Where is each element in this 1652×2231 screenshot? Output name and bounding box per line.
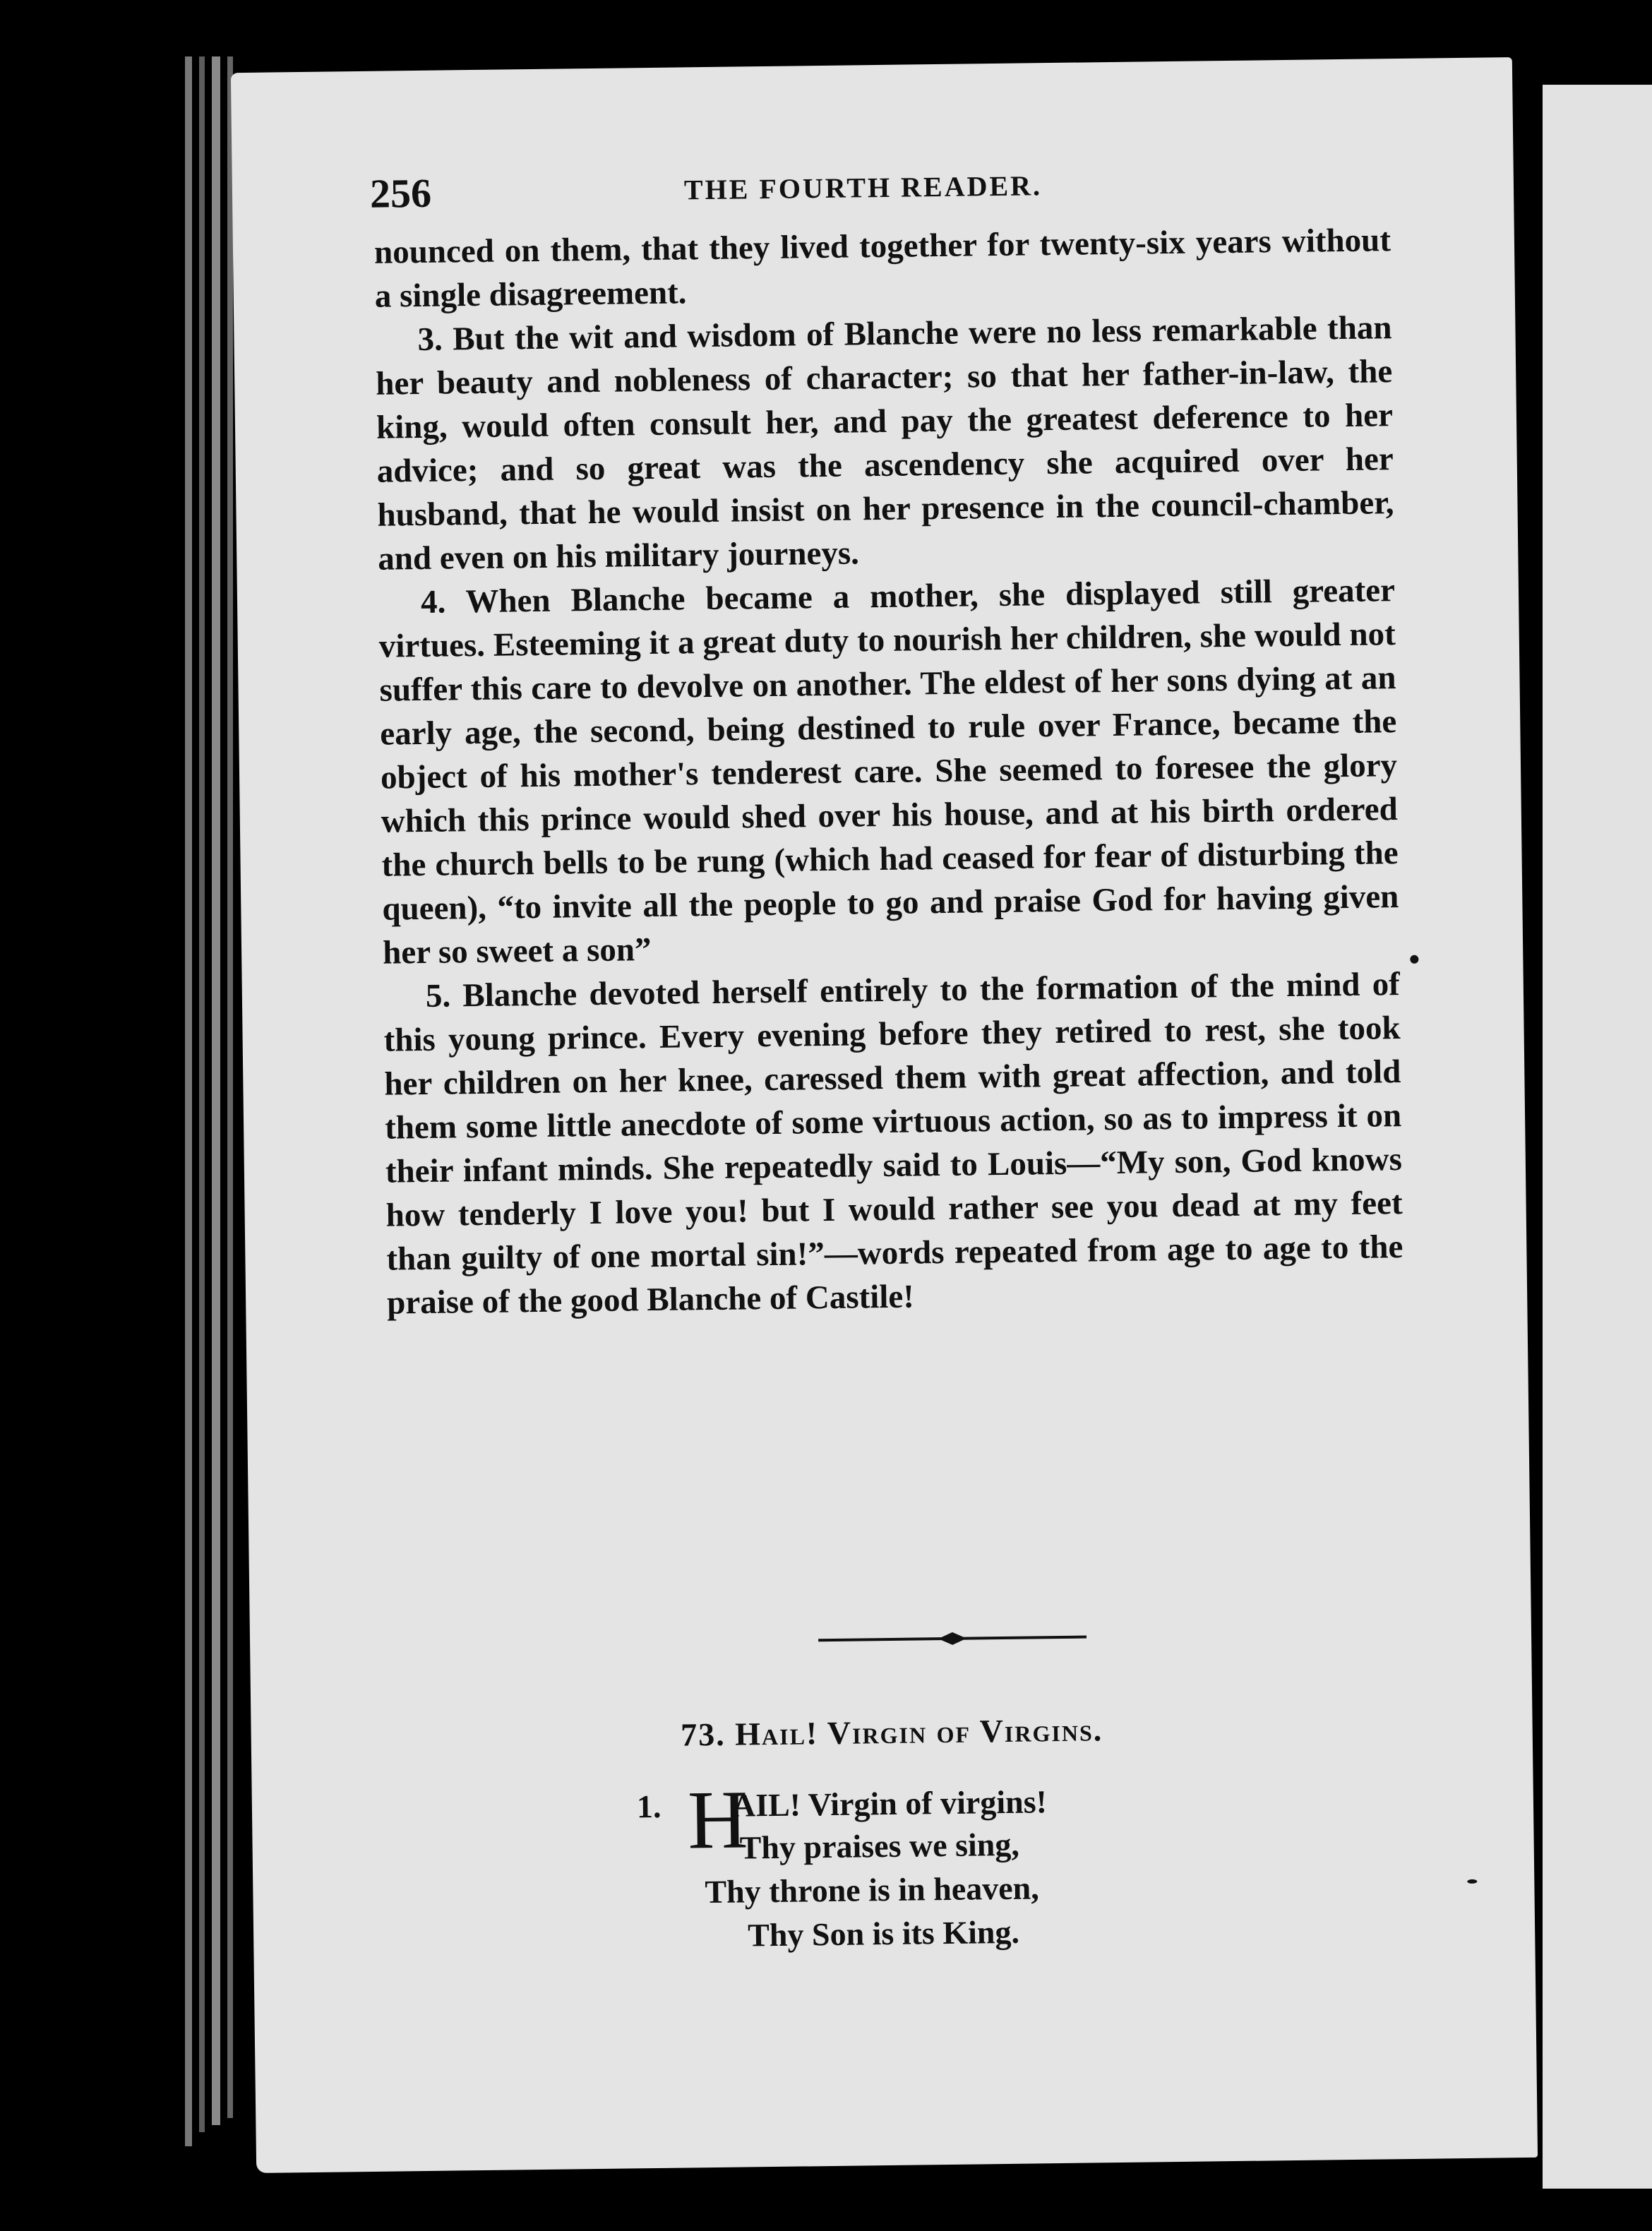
- poem-title: [251, 1706, 1533, 1759]
- page-edge: [212, 56, 220, 2125]
- running-title: THE FOURTH READER.: [683, 169, 1043, 206]
- stanza-number: 1.: [636, 1788, 662, 1825]
- poem-number: 73.: [680, 1716, 726, 1753]
- page-edge: [199, 56, 205, 2132]
- paragraph: 5. Blanche devoted herself entirely to the formation of the mind of this young prince. Every evening before they retired to rest, she took her children on her knee, caressed them with great affection, and told them some little anecdote of some virtuous action, so as to impress it on their infant minds. She repeatedly said to Louis—“My son, God knows how tenderly I love you! but I would rather see you dead at my feet than guilty of one mortal sin!”—words repeated from age to age to the praise of the good Blanche of Castile!: [383, 966, 1403, 1322]
- page-number: 256: [369, 169, 432, 217]
- section-divider-ornament: [818, 1627, 1087, 1651]
- facing-page-sliver: [1543, 85, 1652, 2189]
- book-page: [231, 57, 1538, 2173]
- body-text: [374, 218, 1404, 1324]
- poem-line: Thy throne is in heaven,: [705, 1870, 1039, 1910]
- drop-cap: H: [687, 1773, 749, 1867]
- paragraph: nounced on them, that they lived together for twenty-six years without a single disagreement.: [373, 222, 1391, 315]
- running-head: [232, 156, 1514, 228]
- page-edge: [185, 56, 192, 2146]
- paragraph: 4. When Blanche became a mother, she displayed still greater virtues. Esteeming it a great duty to nourish her children, she would not suffer this care to devolve on another. The eldest of her sons dying at an early age, the second, being destined to rule over France, became the object of his mother's tenderest care. She seemed to foresee the glory which this prince would shed over his house, and at his birth ordered the church bells to be rung (which had ceased for fear of disturbing the queen), “to invite all the people to go and praise God for having given her so sweet a son”: [378, 572, 1399, 971]
- poem-line: Thy Son is its King.: [747, 1913, 1020, 1954]
- poem-line: Thy praises we sing,: [739, 1826, 1020, 1866]
- scan-speck: [1410, 955, 1418, 964]
- poem-title-text: Hail! Virgin of Virgins.: [734, 1711, 1103, 1752]
- poem-line: AIL! Virgin of virgins!: [731, 1783, 1048, 1824]
- poem-stanza: [636, 1773, 1272, 1954]
- paragraph: 3. But the wit and wisdom of Blanche were no less remarkable than her beauty and nobleness of character; so that her father-in-law, the king, would often consult her, and pay the greatest deference to her advice; and so great was the ascendency she acquired over her husband, that he would insist on her presence in the council-chamber, and even on his military journeys.: [375, 309, 1394, 578]
- page-edge: [227, 56, 233, 2118]
- scan-speck: [1467, 1879, 1477, 1884]
